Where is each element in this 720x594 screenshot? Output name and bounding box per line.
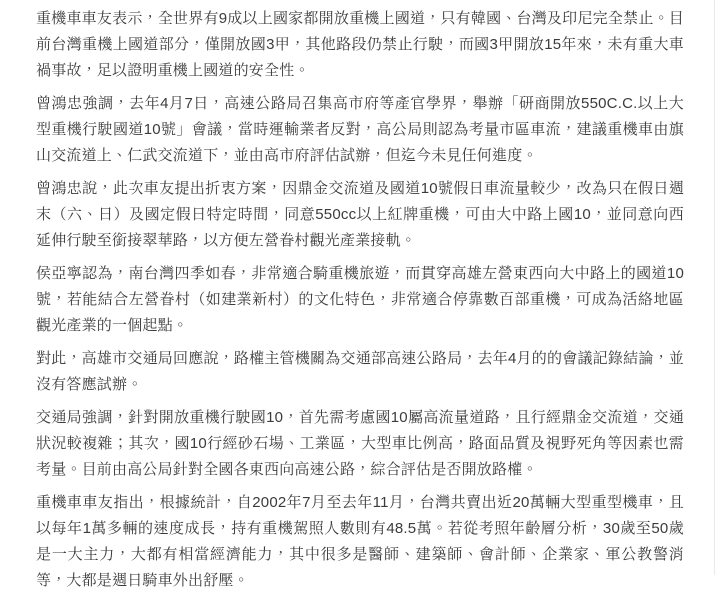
paragraph: 侯亞寧認為，南台灣四季如春，非常適合騎重機旅遊，而貫穿高雄左營東西向大中路上的國道10號，若能結合左營眷村（如建業新村）的文化特色，非常適合停靠數百部重機，可成為活絡地區觀光產業的一個起點。: [36, 265, 684, 334]
paragraph: 對此，高雄市交通局回應說，路權主管機關為交通部高速公路局，去年4月的的會議記錄結論，並沒有答應試辦。: [36, 350, 684, 393]
paragraph: 曾鴻忠說，此次車友提出折衷方案，因鼎金交流道及國道10號假日車流量較少，改為只在假日週末（六、日）及國定假日特定時間，同意550cc以上紅牌重機，可由大中路上國10，並同意向西延伸行駛至銜接翠華路，以方便左營眷村觀光產業接軌。: [36, 180, 684, 249]
paragraph: 重機車車友表示，全世界有9成以上國家都開放重機上國道，只有韓國、台灣及印尼完全禁止。目前台灣重機上國道部分，僅開放國3甲，其他路段仍禁止行駛，而國3甲開放15年來，未有重大車禍事故，足以證明重機上國道的安全性。: [36, 10, 684, 79]
paragraph: 交通局強調，針對開放重機行駛國10，首先需考慮國10屬高流量道路，且行經鼎金交流道，交通狀況較複雜；其次，國10行經砂石場、工業區，大型車比例高，路面品質及視野死角等因素也需考量。目前由高公局針對全國各東西向高速公路，綜合評估是否開放路權。: [36, 409, 684, 478]
paragraph: 曾鴻忠強調，去年4月7日，高速公路局召集高市府等產官學界，舉辦「研商開放550C.C.以上大型重機行駛國道10號」會議，當時運輸業者反對，高公局則認為考量市區車流，建議重機車由旗山交流道上、仁武交流道下，並由高市府評估試辦，但迄今未見任何進度。: [36, 95, 684, 164]
paragraph: 重機車車友指出，根據統計，自2002年7月至去年11月，台灣共賣出近20萬輛大型重型機車，且以每年1萬多輛的速度成長，持有重機駕照人數則有48.5萬。若從考照年齡層分析，30歲至50歲是一大主力，大都有相當經濟能力，其中很多是醫師、建築師、會計師、企業家、軍公教警消等，大都是週日騎車外出舒壓。: [36, 494, 684, 589]
scrollbar-track-line: [714, 0, 715, 575]
